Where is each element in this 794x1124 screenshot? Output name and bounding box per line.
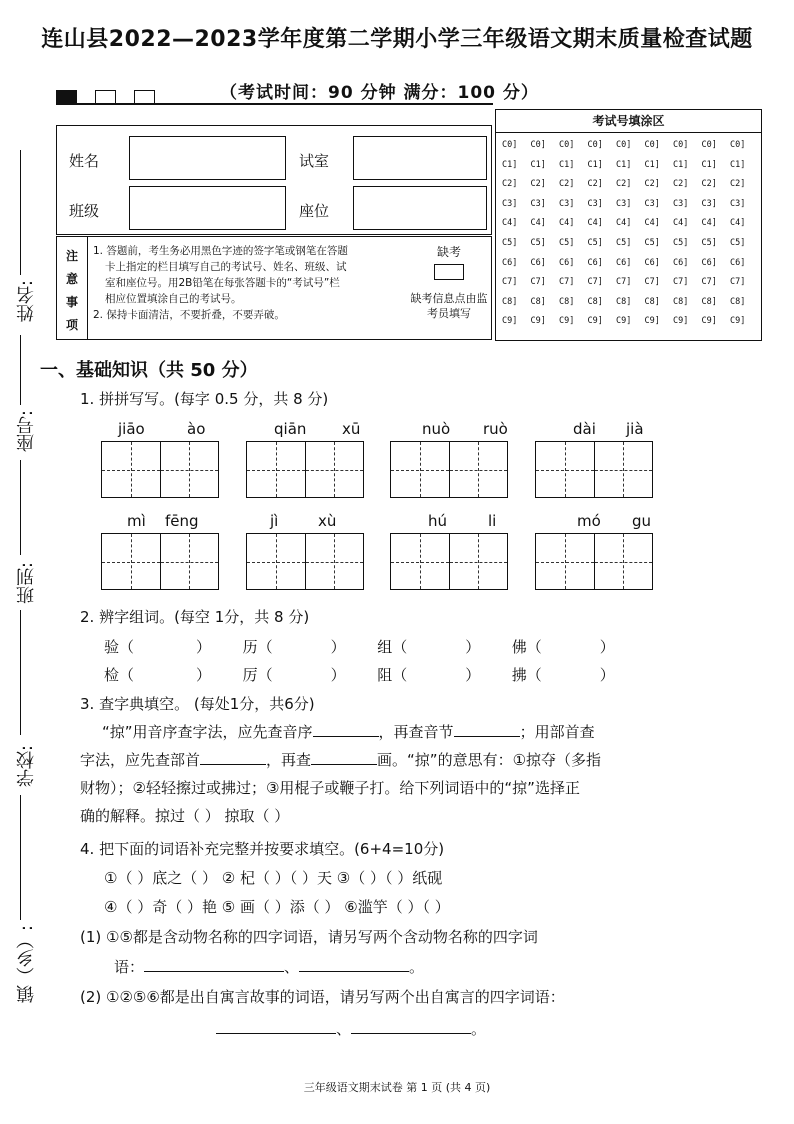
exam-digit-bubble[interactable]: C2] [673,179,689,190]
exam-digit-bubble[interactable]: C0] [587,140,603,150]
exam-digit-bubble[interactable]: C3] [530,198,546,209]
pinyin: xù [318,512,337,530]
side-line [20,150,21,275]
tianzige-box[interactable] [390,441,508,498]
exam-digit-bubble[interactable]: C0] [502,140,518,150]
tianzige-box[interactable] [246,533,364,590]
exam-digit-bubble[interactable]: C9] [530,316,546,327]
exam-digit-bubble[interactable]: C6] [730,257,746,268]
tianzige-box[interactable] [246,441,364,498]
exam-digit-bubble[interactable]: C3] [701,198,717,209]
exam-digit-bubble[interactable]: C2] [644,179,660,190]
q3-title: 3. 查字典填空。 (每处1分，共6分) [80,695,315,713]
exam-digit-bubble[interactable]: C1] [673,159,689,170]
q1-title: 1. 拼拼写写。(每字 0.5 分，共 8 分) [80,390,329,408]
q3-line-2: 字法，应先查部首 ，再查 画。“掠”的意思有：①掠夺（多指 [80,751,602,769]
q4-row-2: ④（ ）奇（ ）艳 ⑤ 画（ ）添（ ） ⑥滥竽（ ）（ ） [104,898,450,916]
q4-title: 4. 把下面的词语补充完整并按要求填空。(6+4=10分) [80,840,445,858]
section-heading: 一、基础知识（共 50 分） [40,360,258,381]
exam-digit-bubble[interactable]: C5] [673,238,689,248]
exam-digit-bubble[interactable]: C9] [673,316,689,327]
exam-digit-bubble[interactable]: C5] [559,238,575,248]
exam-digit-bubble[interactable]: C3] [616,198,632,209]
q4-sub-1-answer: 语： 、 。 [114,958,425,976]
side-line [20,335,21,405]
exam-digit-bubble[interactable]: C3] [673,198,689,209]
exam-digit-bubble[interactable]: C3] [502,198,518,209]
exam-digit-bubble[interactable]: C5] [730,238,746,248]
exam-digit-bubble[interactable]: C5] [644,238,660,248]
exam-digit-bubble[interactable]: C5] [502,238,518,248]
exam-digit-bubble[interactable]: C9] [701,316,717,327]
page-footer: 三年级语文期末试卷 第 1 页 (共 4 页) [303,1081,491,1094]
q4-row-1: ①（ ）底之（ ） ② 杞（ ）（ ）天 ③（ ）（ ）纸砚 [104,869,443,887]
grid-title: 考试号填涂区 [496,110,761,133]
side-line [20,795,21,920]
exam-digit-bubble[interactable]: C9] [587,316,603,327]
exam-digit-bubble[interactable]: C8] [730,296,746,307]
side-label-class: 班别: [16,562,37,605]
side-label-name: 姓名: [16,280,37,323]
pinyin: mì [127,512,146,530]
exam-digit-bubble[interactable]: C6] [502,257,518,268]
exam-digit-bubble[interactable]: C6] [616,257,632,268]
exam-digit-bubble[interactable]: C1] [730,159,746,170]
exam-digit-bubble[interactable]: C5] [587,238,603,248]
pinyin: qiān [274,420,307,438]
exam-digit-bubble[interactable]: C3] [730,198,746,209]
exam-digit-bubble[interactable]: C7] [616,277,632,288]
exam-digit-bubble[interactable]: C7] [730,277,746,288]
exam-digit-bubble[interactable]: C0] [673,140,689,150]
exam-digit-bubble[interactable]: C5] [701,238,717,248]
exam-digit-bubble[interactable]: C4] [559,218,575,229]
notes-heading: 注 意 事 项 [57,237,88,339]
q3-line-3: 财物）；②轻轻擦过或拂过；③用棍子或鞭子打。给下列词语中的“掠”选择正 [80,779,580,797]
side-line [20,460,21,555]
exam-digit-bubble[interactable]: C4] [644,218,660,229]
exam-digit-bubble[interactable]: C9] [730,316,746,327]
exam-digit-bubble[interactable]: C2] [730,179,746,190]
exam-digit-bubble[interactable]: C0] [530,140,546,150]
exam-digit-bubble[interactable]: C6] [530,257,546,268]
header-divider [56,103,493,105]
exam-digit-bubble[interactable]: C1] [587,159,603,170]
exam-info: （考试时间：90 分钟 满分：100 分） [220,83,539,103]
exam-digit-bubble[interactable]: C4] [673,218,689,229]
exam-digit-bubble[interactable]: C7] [644,277,660,288]
tianzige-box[interactable] [101,533,219,590]
exam-digit-bubble[interactable]: C2] [616,179,632,190]
class-field[interactable] [129,186,286,230]
exam-digit-bubble[interactable]: C7] [559,277,575,288]
name-label: 姓名 [69,152,100,170]
name-field[interactable] [129,136,286,180]
pinyin: mó [577,512,601,530]
absent-note: 缺考信息点由监考员填写 [410,292,488,320]
exam-digit-bubble[interactable]: C6] [587,257,603,268]
pinyin: jiāo [118,420,145,438]
exam-digit-bubble[interactable]: C7] [673,277,689,288]
side-label-school: 学校: [16,745,37,788]
exam-digit-bubble[interactable]: C4] [730,218,746,229]
q2-title: 2. 辨字组词。(每空 1分，共 8 分) [80,608,310,626]
empty-mark [95,90,116,104]
q3-line-4: 确的解释。掠过（ ） 掠取（ ） [80,807,290,825]
exam-digit-bubble[interactable]: C9] [559,316,575,327]
exam-digit-bubble[interactable]: C9] [502,316,518,327]
side-label-town: 镇（乡）: [16,925,37,1004]
notes-box [56,236,492,340]
pinyin: nuò [422,420,451,438]
exam-digit-bubble[interactable]: C8] [587,296,603,307]
pinyin: hú [428,512,448,530]
exam-digit-bubble[interactable]: C8] [644,296,660,307]
seat-field[interactable] [353,186,487,230]
absent-label: 缺考 [436,245,461,259]
exam-digit-bubble[interactable]: C8] [502,296,518,307]
pinyin: ào [187,420,206,438]
pinyin: fēng [165,512,199,530]
seat-label: 座位 [299,202,330,220]
exam-digit-bubble[interactable]: C8] [673,296,689,307]
side-label-seat: 座号: [16,410,37,453]
exam-digit-bubble[interactable]: C2] [559,179,575,190]
q2-row-2: 检（ ） 厉（ ） 阻（ ） 拂（ ） [104,666,615,684]
exam-digit-bubble[interactable]: C0] [616,140,632,150]
pinyin: ruò [483,420,508,438]
exam-digit-bubble[interactable]: C0] [730,140,746,150]
pinyin: dài [573,420,596,438]
tianzige-box[interactable] [390,533,508,590]
exam-digit-bubble[interactable]: C8] [530,296,546,307]
q2-row-1: 验（ ） 历（ ） 组（ ） 佛（ ） [104,638,615,656]
exam-digit-bubble[interactable]: C4] [616,218,632,229]
exam-digit-bubble[interactable]: C1] [530,159,546,170]
room-label: 试室 [299,152,330,170]
exam-digit-bubble[interactable]: C5] [616,238,632,248]
exam-digit-bubble[interactable]: C0] [701,140,717,150]
exam-digit-bubble[interactable]: C4] [530,218,546,229]
exam-digit-bubble[interactable]: C4] [587,218,603,229]
exam-digit-bubble[interactable]: C7] [587,277,603,288]
tianzige-box[interactable] [101,441,219,498]
exam-digit-bubble[interactable]: C1] [616,159,632,170]
exam-digit-bubble[interactable]: C0] [559,140,575,150]
exam-digit-bubble[interactable]: C3] [587,198,603,209]
exam-digit-bubble[interactable]: C2] [701,179,717,190]
side-line [20,610,21,735]
exam-title: 连山县2022—2023学年度第二学期小学三年级语文期末质量检查试题 [41,27,753,52]
exam-digit-bubble[interactable]: C1] [644,159,660,170]
exam-digit-bubble[interactable]: C1] [701,159,717,170]
exam-digit-bubble[interactable]: C5] [530,238,546,248]
exam-digit-bubble[interactable]: C9] [616,316,632,327]
exam-digit-bubble[interactable]: C6] [644,257,660,268]
pinyin: jià [626,420,644,438]
pinyin: li [488,512,497,530]
exam-digit-bubble[interactable]: C8] [559,296,575,307]
exam-digit-bubble[interactable]: C7] [530,277,546,288]
tianzige-box[interactable] [535,533,653,590]
q4-sub-2-answer: 、 。 [216,1018,486,1039]
empty-mark [134,90,155,104]
exam-digit-bubble[interactable]: C3] [644,198,660,209]
filled-mark [56,90,77,104]
tianzige-box[interactable] [535,441,653,498]
exam-digit-bubble[interactable]: C6] [701,257,717,268]
info-table [56,125,492,235]
exam-digit-bubble[interactable]: C0] [644,140,660,150]
exam-digit-bubble[interactable]: C4] [502,218,518,229]
class-label: 班级 [69,202,100,220]
exam-digit-bubble[interactable]: C6] [673,257,689,268]
q3-line-1: “掠”用音序查字法，应先查音序 ，再查音节 ；用部首查 [102,723,595,741]
exam-digit-bubble[interactable]: C8] [701,296,717,307]
exam-digit-bubble[interactable]: C6] [559,257,575,268]
pinyin: jì [270,512,279,530]
q4-sub-2: (2) ①②⑤⑥都是出自寓言故事的词语，请另写两个出自寓言的四字词语： [80,988,565,1006]
exam-digit-bubble[interactable]: C4] [701,218,717,229]
exam-digit-bubble[interactable]: C1] [502,159,518,170]
exam-digit-bubble[interactable]: C7] [502,277,518,288]
exam-digit-bubble[interactable]: C2] [587,179,603,190]
exam-digit-bubble[interactable]: C7] [701,277,717,288]
absent-checkbox[interactable] [434,264,464,280]
pinyin: gu [632,512,652,530]
absent-area [407,243,491,321]
exam-digit-bubble[interactable]: C9] [644,316,660,327]
notes-text: 1. 答题前，考生务必用黑色字迹的签字笔或钢笔在答题 卡上指定的栏目填写自己的考试号、姓名、班级、试 室和座位号。用2B铅笔在每张答题卡的“考试号”栏 相应位置填涂自己的考试号。 2. 保持卡面清洁，不要折叠，不要弄破。 [93,245,348,321]
q4-sub-1: (1) ①⑤都是含动物名称的四字词语，请另写两个含动物名称的四字词 [80,928,538,946]
pinyin: xū [342,420,361,438]
room-field[interactable] [353,136,487,180]
exam-digit-bubble[interactable]: C2] [530,179,546,190]
exam-digit-bubble[interactable]: C2] [502,179,518,190]
exam-digit-bubble[interactable]: C8] [616,296,632,307]
exam-digit-bubble[interactable]: C3] [559,198,575,209]
exam-digit-bubble[interactable]: C1] [559,159,575,170]
exam-number-grid [495,109,762,341]
